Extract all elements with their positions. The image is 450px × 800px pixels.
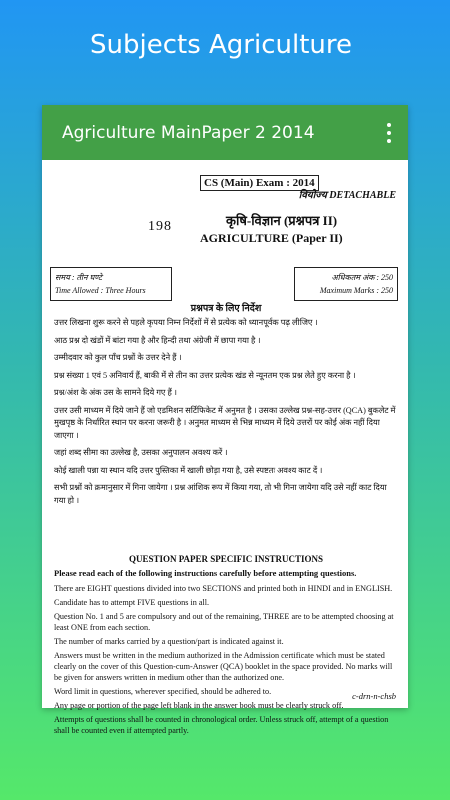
marks-box	[294, 267, 398, 301]
more-vert-icon[interactable]	[386, 123, 392, 143]
marks-english: Maximum Marks : 250	[319, 286, 393, 295]
please-read-line: Please read each of the following instructions carefully before attempting questions.	[54, 568, 357, 578]
english-line: Any page or portion of the page left blank in the answer book must be clearly struck off.	[54, 701, 344, 710]
hero-title: Subjects Agriculture	[90, 30, 352, 60]
hindi-instructions-heading: प्रश्नपत्र के लिए निर्देश	[190, 304, 262, 314]
paper-code: 198	[148, 219, 172, 234]
marks-hindi: अधिकतम अंक : 250	[331, 273, 393, 282]
english-line: There are EIGHT questions divided into two SECTIONS and printed both in HINDI and in ENGLISH.	[54, 584, 393, 593]
hindi-line: आठ प्रश्न दो खंडों में बांटा गया है और हिन्दी तथा अंग्रेजी में छापा गया है ।	[54, 335, 261, 345]
paper-signature-code: c-drn-n-chsb	[352, 691, 396, 701]
english-line: Attempts of questions shall be counted in chronological order. Unless struck off, attempt of a question shall be counted even if attempted partly.	[54, 715, 389, 735]
hindi-line: प्रश्न/अंश के अंक उस के सामने दिये गए हैं ।	[54, 388, 178, 397]
question-paper-image	[50, 167, 402, 735]
time-box	[50, 267, 172, 301]
app-bar	[42, 105, 408, 160]
detachable-label: वियोज्य DETACHABLE	[298, 190, 396, 201]
english-line: Question No. 1 and 5 are compulsory and out of the remaining, THREE are to be attempted choosing at least ONE from each section.	[54, 612, 394, 632]
exam-stamp: CS (Main) Exam : 2014	[200, 177, 319, 189]
app-bar-title: Agriculture MainPaper 2 2014	[62, 122, 315, 143]
english-line: Answers must be written in the medium authorized in the Admission certificate which must be stated clearly on the cover of this Question-cum-Answer (QCA) booklet in the space provided. No marks will be given for answers written in medium other than the authorized one.	[54, 651, 393, 682]
time-hindi: समय : तीन घण्टे	[55, 273, 103, 282]
subject-english: AGRICULTURE (Paper II)	[200, 231, 343, 245]
english-line: Candidate has to attempt FIVE questions in all.	[54, 598, 210, 607]
phone-screen	[42, 105, 408, 735]
hindi-line: जहां शब्द सीमा का उल्लेख है, उसका अनुपालन अवश्य करें ।	[54, 448, 228, 457]
hindi-line: उत्तर लिखना शुरू करने से पहले कृपया निम्न निर्देशों में से प्रत्येक को ध्यानपूर्वक पढ़ लीजिए ।	[54, 318, 318, 327]
english-line: The number of marks carried by a question/part is indicated against it.	[54, 637, 284, 646]
hindi-line: उत्तर उसी माध्यम में दिये जाने हैं जो एडमिशन सर्टिफिकेट में अनुमत है । उसका उल्लेख प्रश्न-सह-उत्तर (QCA) बुकलेट में मुखपृष्ठ के निर्धारित स्थान पर करना जरूरी है । अनुमत माध्यम से भिन्न माध्यम में दिये उत्तरों पर कोई अंक नहीं दिया जाएगा ।	[54, 405, 396, 440]
english-instructions	[54, 583, 398, 739]
hindi-line: सभी प्रश्नों को क्रमानुसार में गिना जायेगा । प्रश्न आंशिक रूप में किया गया, तो भी गिना जायेगा यदि उसे नहीं काट दिया गया हो ।	[54, 483, 387, 505]
hindi-line: उम्मीदवार को कुल पाँच प्रश्नों के उत्तर देने हैं ।	[54, 353, 182, 362]
english-line: Word limit in questions, wherever specified, should be adhered to.	[54, 687, 272, 696]
subject-hindi: कृषि-विज्ञान (प्रश्नपत्र II)	[226, 213, 338, 228]
time-english: Time Allowed : Three Hours	[55, 286, 146, 295]
hindi-line: कोई खाली पन्ना या स्थान यदि उत्तर पुस्तिका में खाली छोड़ा गया है, उसे स्पष्टतः अवश्य काट दें ।	[54, 465, 323, 475]
english-instructions-heading: QUESTION PAPER SPECIFIC INSTRUCTIONS	[128, 554, 324, 564]
hindi-instructions	[54, 317, 398, 512]
hindi-line: प्रश्न संख्या 1 एवं 5 अनिवार्य हैं, बाकी में से तीन का उत्तर प्रत्येक खंड से न्यूनतम एक प्रश्न लेते हुए करना है ।	[54, 370, 356, 380]
